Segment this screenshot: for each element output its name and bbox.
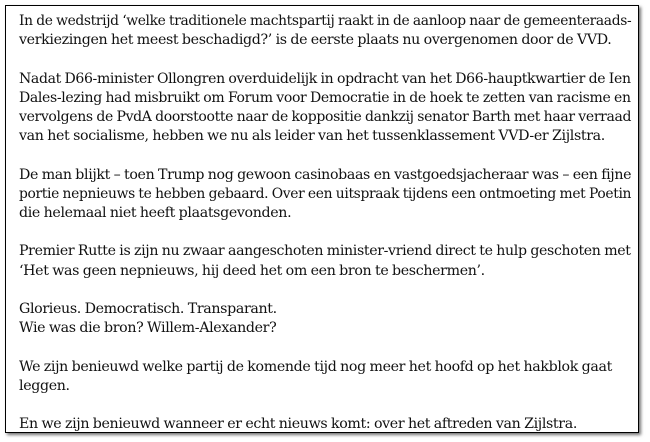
text-line: die helemaal niet heeft plaatsgevonden. xyxy=(19,205,292,221)
paragraph-1 xyxy=(19,12,631,50)
paragraph-3 xyxy=(19,166,631,224)
text-line: vervolgens de PvdA doorstootte naar de koppositie dankzij senator Barth met haar verraad xyxy=(19,109,632,125)
document-frame xyxy=(5,5,639,433)
text-line: In de wedstrijd ‘welke traditionele machtspartij raakt in de aanloop naar de gemeenteraads- xyxy=(19,13,632,29)
text-line: van het socialisme, hebben we nu als leider van het tussenklassement VVD-er Zijlstra. xyxy=(19,128,605,145)
text-line: Nadat D66-minister Ollongren overduidelijk in opdracht van het D66-hauptkwartier de Ien xyxy=(19,70,631,87)
text-line: Dales-lezing had misbruikt om Forum voor Democratie in de hoek te zetten van racisme en xyxy=(19,89,631,106)
text-line: Premier Rutte is zijn nu zwaar aangeschoten minister-vriend direct te hulp geschoten met xyxy=(19,243,631,260)
paragraph-5 xyxy=(19,300,631,338)
document-body xyxy=(19,12,631,434)
text-line: Glorieus. Democratisch. Transparant. xyxy=(19,300,277,317)
text-line: En we zijn benieuwd wanneer er echt nieuws komt: over het aftreden van Zijlstra. xyxy=(19,416,577,433)
text-line: Wie was die bron? Willem-Alexander? xyxy=(19,320,277,337)
text-line: verkiezingen het meest beschadigd?’ is de eerste plaats nu overgenomen door de VVD. xyxy=(19,32,612,49)
text-line: leggen. xyxy=(19,377,70,394)
paragraph-7 xyxy=(19,415,631,434)
paragraph-6 xyxy=(19,358,631,396)
paragraph-4 xyxy=(19,242,631,280)
paragraph-2 xyxy=(19,70,631,147)
text-line: ‘Het was geen nepnieuws, hij deed het om een bron te beschermen’. xyxy=(19,262,485,279)
text-line: portie nepnieuws te hebben gebaard. Over een uitspraak tijdens een ontmoeting met Poetin xyxy=(19,185,632,202)
text-line: De man blijkt – toen Trump nog gewoon casinobaas en vastgoedsjacheraar was – een fijne xyxy=(19,166,632,183)
text-line: We zijn benieuwd welke partij de komende tijd nog meer het hoofd op het hakblok gaat xyxy=(19,358,612,375)
